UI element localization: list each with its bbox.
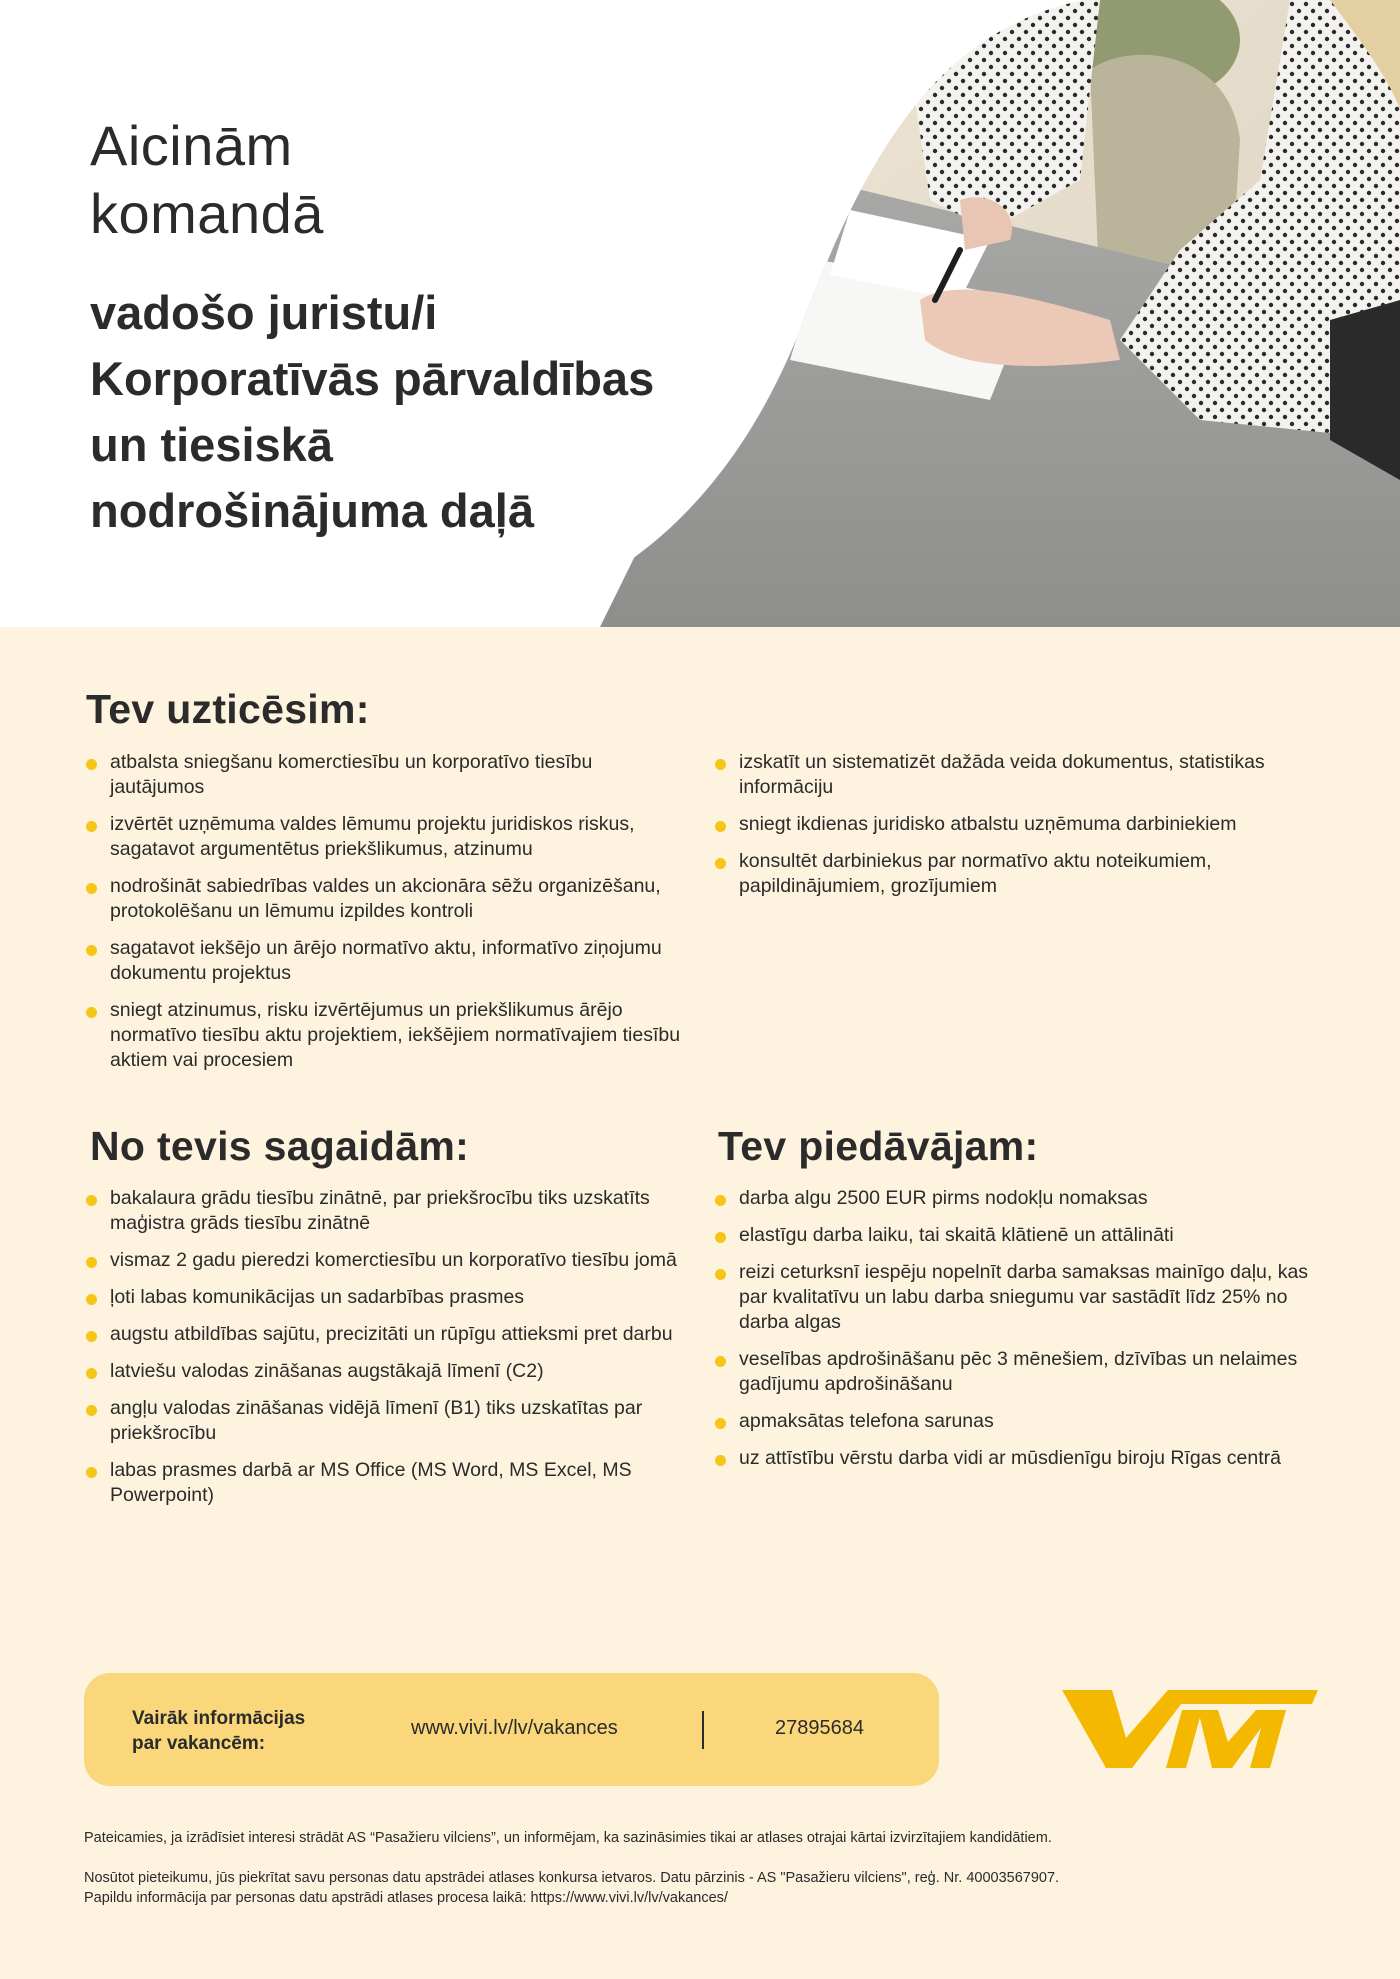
- vacancies-link[interactable]: www.vivi.lv/lv/vakances: [411, 1717, 618, 1739]
- footer-privacy: Nosūtot pieteikumu, jūs piekrītat savu personas datu apstrādei atlases konkursa ietvaros. Datu pārzinis - AS "Pasažieru vilciens", reģ. Nr. 40003567907.: [84, 1870, 1060, 1886]
- hero-intro: [90, 112, 324, 248]
- bullet-icon: [86, 1368, 97, 1379]
- list-item: [715, 849, 1325, 899]
- requirements-title: No tevis sagaidām:: [90, 1123, 470, 1169]
- list-item-text: latviešu valodas zināšanas augstākajā līmenī (C2): [110, 1360, 544, 1382]
- responsibilities-list-right: [715, 750, 1325, 911]
- list-item-text: ļoti labas komunikācijas un sadarbības prasmes: [110, 1286, 525, 1308]
- bullet-icon: [715, 1455, 726, 1466]
- responsibilities-title: Tev uzticēsim:: [86, 686, 370, 732]
- bullet-icon: [86, 1331, 97, 1342]
- bullet-icon: [86, 945, 97, 956]
- list-item-text: konsultēt darbiniekus par normatīvo aktu noteikumiem, papildinājumiem, grozījumiem: [739, 850, 1212, 897]
- bullet-icon: [715, 858, 726, 869]
- divider: [702, 1711, 704, 1749]
- list-item: [86, 936, 686, 986]
- list-item-text: bakalaura grādu tiesību zinātnē, par priekšrocību tiks uzskatīts maģistra grāds tiesību zinātnē: [110, 1187, 650, 1234]
- list-item: [715, 1446, 1327, 1471]
- job-title-line: vadošo juristu/i: [90, 286, 438, 339]
- list-item: [715, 1223, 1327, 1248]
- bullet-icon: [715, 759, 726, 770]
- bullet-icon: [715, 821, 726, 832]
- requirements-list: [86, 1186, 686, 1520]
- list-item: [86, 1285, 686, 1310]
- list-item: [86, 874, 686, 924]
- list-item-text: sniegt atzinumus, risku izvērtējumus un priekšlikumus ārējo normatīvo tiesību aktu projektiem, iekšējiem normatīvajiem tiesību aktiem vai procesiem: [110, 999, 681, 1071]
- list-item-text: nodrošināt sabiedrības valdes un akcionāra sēžu organizēšanu, protokolēšanu un lēmumu izpildes kontroli: [110, 875, 661, 922]
- bullet-icon: [715, 1356, 726, 1367]
- list-item: [715, 750, 1325, 800]
- list-item-text: izskatīt un sistematizēt dažāda veida dokumentus, statistikas informāciju: [739, 751, 1265, 798]
- list-item-text: sagatavot iekšējo un ārējo normatīvo aktu, informatīvo ziņojumu dokumentu projektus: [110, 937, 662, 984]
- list-item-text: uz attīstību vērstu darba vidi ar mūsdienīgu biroju Rīgas centrā: [739, 1447, 1281, 1469]
- list-item-text: augstu atbildības sajūtu, precizitāti un rūpīgu attieksmi pret darbu: [110, 1323, 673, 1345]
- bullet-icon: [715, 1232, 726, 1243]
- vivi-logo: [1060, 1680, 1320, 1780]
- bullet-icon: [715, 1418, 726, 1429]
- bullet-icon: [86, 1007, 97, 1018]
- offer-title: Tev piedāvājam:: [718, 1123, 1039, 1169]
- footer-note: Pateicamies, ja izrādīsiet interesi strādāt AS “Pasažieru vilciens”, un informējam, ka sazināsimies tikai ar atlases otrajai kārtai izvirzītajiem kandidātiem.: [84, 1830, 1052, 1846]
- list-item: [86, 1322, 686, 1347]
- list-item-text: reizi ceturksnī iespēju nopelnīt darba samaksas mainīgo daļu, kas par kvalitatīvu un labu darba sniegumu var sastādīt līdz 25% no darba algas: [739, 1261, 1309, 1333]
- list-item-text: apmaksātas telefona sarunas: [739, 1410, 994, 1432]
- list-item: [715, 812, 1325, 837]
- list-item-text: angļu valodas zināšanas vidējā līmenī (B1) tiks uzskatītas par priekšrocību: [110, 1397, 643, 1444]
- list-item: [715, 1409, 1327, 1434]
- list-item-text: veselības apdrošināšanu pēc 3 mēnešiem, dzīvības un nelaimes gadījumu apdrošināšanu: [739, 1348, 1298, 1395]
- bullet-icon: [86, 821, 97, 832]
- list-item-text: labas prasmes darbā ar MS Office (MS Word, MS Excel, MS Powerpoint): [110, 1459, 632, 1506]
- bullet-icon: [715, 1269, 726, 1280]
- bullet-icon: [86, 1294, 97, 1305]
- contact-bar: [84, 1673, 939, 1786]
- footer-privacy-link: Papildu informācija par personas datu apstrādi atlases procesa laikā: https://www.vivi.lv/lv/vakances/: [84, 1890, 728, 1906]
- list-item-text: vismaz 2 gadu pieredzi komerctiesību un korporatīvo tiesību jomā: [110, 1249, 677, 1271]
- bullet-icon: [86, 759, 97, 770]
- responsibilities-list-left: [86, 750, 686, 1085]
- list-item-text: darba algu 2500 EUR pirms nodokļu nomaksas: [739, 1187, 1148, 1209]
- job-title-line: nodrošinājuma daļā: [90, 484, 534, 537]
- list-item: [86, 1248, 686, 1273]
- list-item-text: atbalsta sniegšanu komerctiesību un korporatīvo tiesību jautājumos: [110, 751, 593, 798]
- list-item: [715, 1186, 1327, 1211]
- list-item: [86, 1186, 686, 1236]
- list-item: [86, 998, 686, 1073]
- job-title: [90, 280, 810, 544]
- job-title-line: Korporatīvās pārvaldības: [90, 352, 655, 405]
- list-item-text: izvērtēt uzņēmuma valdes lēmumu projektu juridiskos riskus, sagatavot argumentētus priekšlikumus, atzinumu: [110, 813, 635, 860]
- list-item-text: sniegt ikdienas juridisko atbalstu uzņēmuma darbiniekiem: [739, 813, 1237, 835]
- list-item: [86, 750, 686, 800]
- list-item-text: elastīgu darba laiku, tai skaitā klātienē un attālināti: [739, 1224, 1174, 1246]
- contact-label: Vairāk informācijas par vakancēm:: [132, 1708, 306, 1754]
- bullet-icon: [86, 1467, 97, 1478]
- bullet-icon: [86, 1405, 97, 1416]
- hero-section: [0, 0, 1400, 627]
- list-item: [715, 1260, 1327, 1335]
- bullet-icon: [86, 883, 97, 894]
- list-item: [86, 1396, 686, 1446]
- job-title-line: un tiesiskā: [90, 418, 333, 471]
- bullet-icon: [715, 1195, 726, 1206]
- list-item: [86, 1458, 686, 1508]
- offer-list: [715, 1186, 1327, 1483]
- list-item: [86, 1359, 686, 1384]
- contact-phone: 27895684: [775, 1717, 864, 1739]
- hero-intro-line: komandā: [90, 182, 324, 245]
- list-item: [715, 1347, 1327, 1397]
- hero-intro-line: Aicinām: [90, 114, 293, 177]
- bullet-icon: [86, 1195, 97, 1206]
- bullet-icon: [86, 1257, 97, 1268]
- list-item: [86, 812, 686, 862]
